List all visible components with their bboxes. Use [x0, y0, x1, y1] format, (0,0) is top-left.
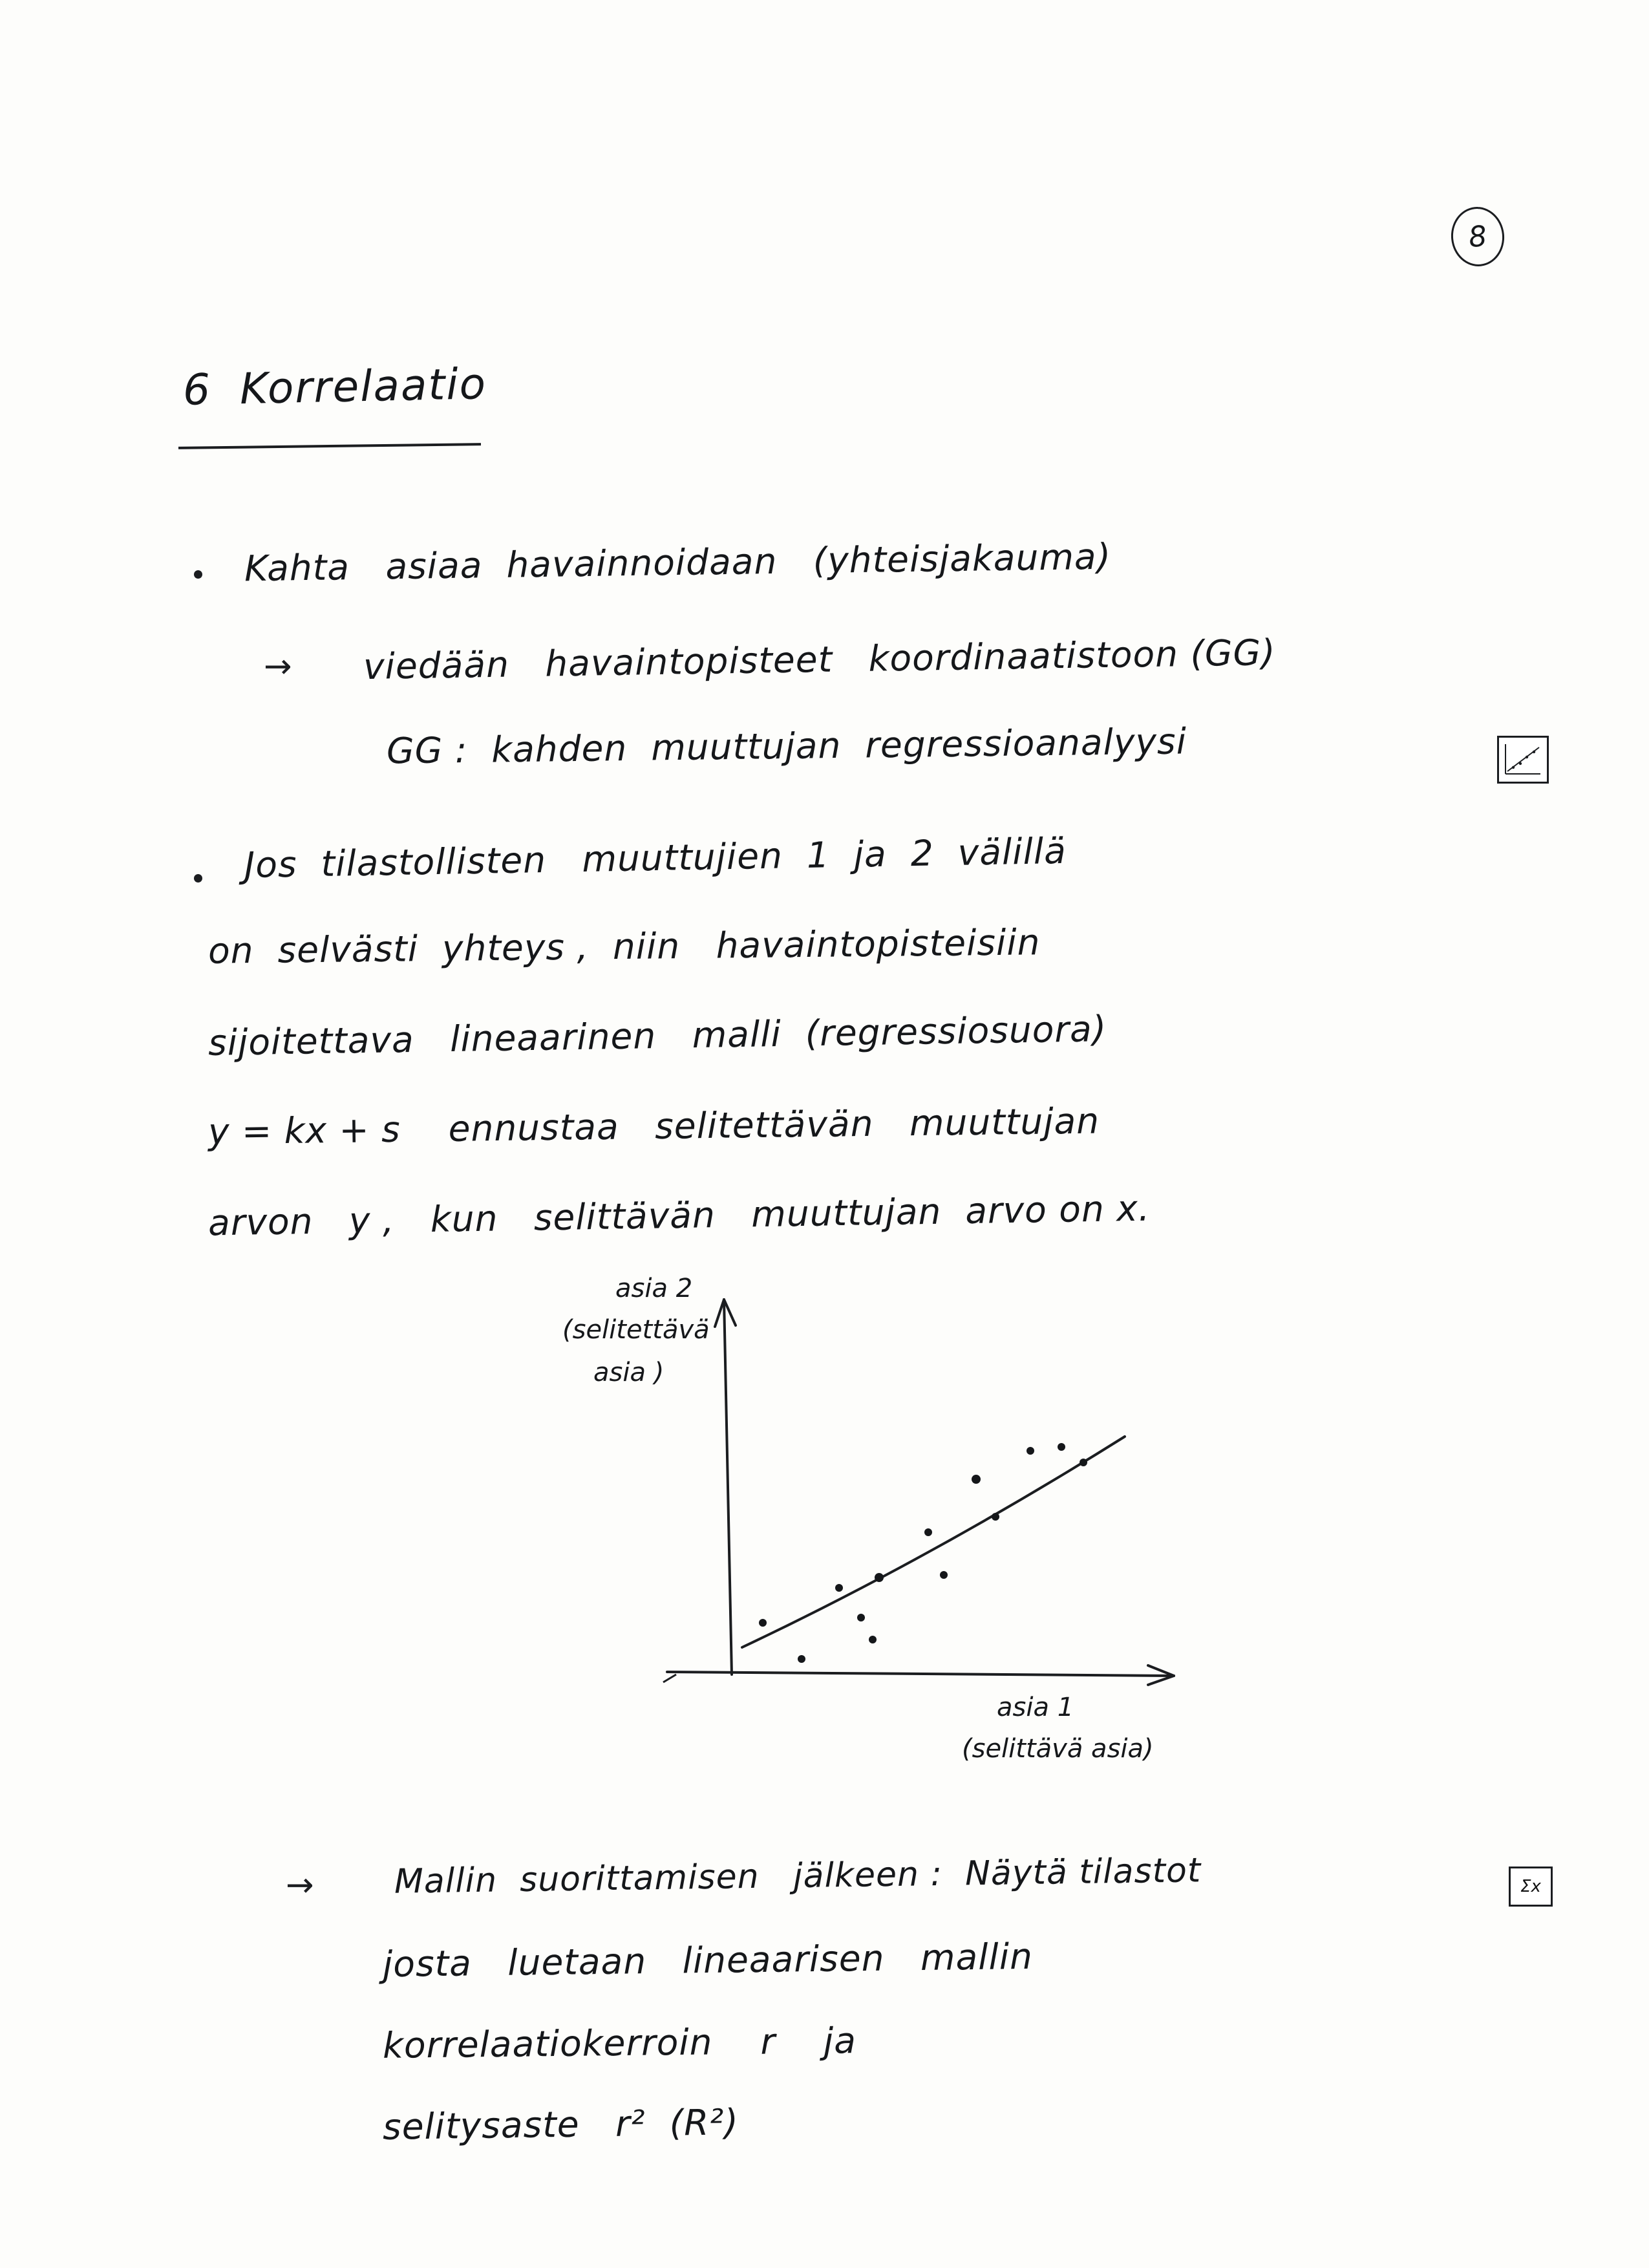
- y-axis-label: asia 2: [615, 1274, 693, 1303]
- heading-number: 6: [182, 365, 212, 415]
- note-line: y = kx + s ennustaa selitettävän muuttujan: [207, 1100, 1100, 1153]
- sigma-x-icon[interactable]: [1509, 1867, 1553, 1907]
- note-line: josta luetaan lineaarisen mallin: [382, 1935, 1034, 1985]
- arrow-icon: →: [264, 647, 292, 686]
- note-line: GG : kahden muuttujan regressioanalyysi: [386, 720, 1187, 772]
- scatter-chart: [562, 1274, 1254, 1764]
- graph-icon-glyph: [1499, 738, 1547, 782]
- heading-title: Korrelaatio: [239, 359, 487, 414]
- heading-underline: [178, 443, 481, 449]
- note-line: on selvästi yhteys , niin havaintopisteisiin: [207, 921, 1041, 972]
- note-line: korrelaatiokerroin r ja: [382, 2020, 857, 2066]
- sigma-x-icon-label: Σx: [1520, 1877, 1541, 1896]
- page-title: [182, 359, 487, 415]
- note-line: Kahta asiaa havainnoidaan (yhteisjakauma): [244, 535, 1112, 590]
- y-axis-note-line2: asia ): [593, 1358, 665, 1387]
- note-line: sijoitettava lineaarinen malli (regressiosuora): [207, 1008, 1107, 1064]
- note-line: Jos tilastollisten muuttujien 1 ja 2 välillä: [244, 829, 1067, 886]
- bullet-marker: [194, 874, 202, 883]
- bullet-marker: [194, 570, 202, 579]
- x-axis-label: asia 1: [997, 1693, 1074, 1722]
- y-axis-note-line1: (selitettävä: [562, 1315, 710, 1345]
- page-number: 8: [1448, 204, 1507, 269]
- x-axis-note: (selittävä asia): [962, 1734, 1154, 1764]
- note-line: arvon y , kun selittävän muuttujan arvo on x.: [207, 1187, 1151, 1244]
- arrow-icon: →: [286, 1866, 314, 1905]
- note-line: Mallin suorittamisen jälkeen : Näytä tilastot: [394, 1851, 1202, 1901]
- note-line: viedään havaintopisteet koordinaatistoon (GG): [363, 631, 1277, 688]
- graph-icon[interactable]: [1497, 736, 1549, 784]
- note-line: selitysaste r² (R²): [382, 2101, 739, 2148]
